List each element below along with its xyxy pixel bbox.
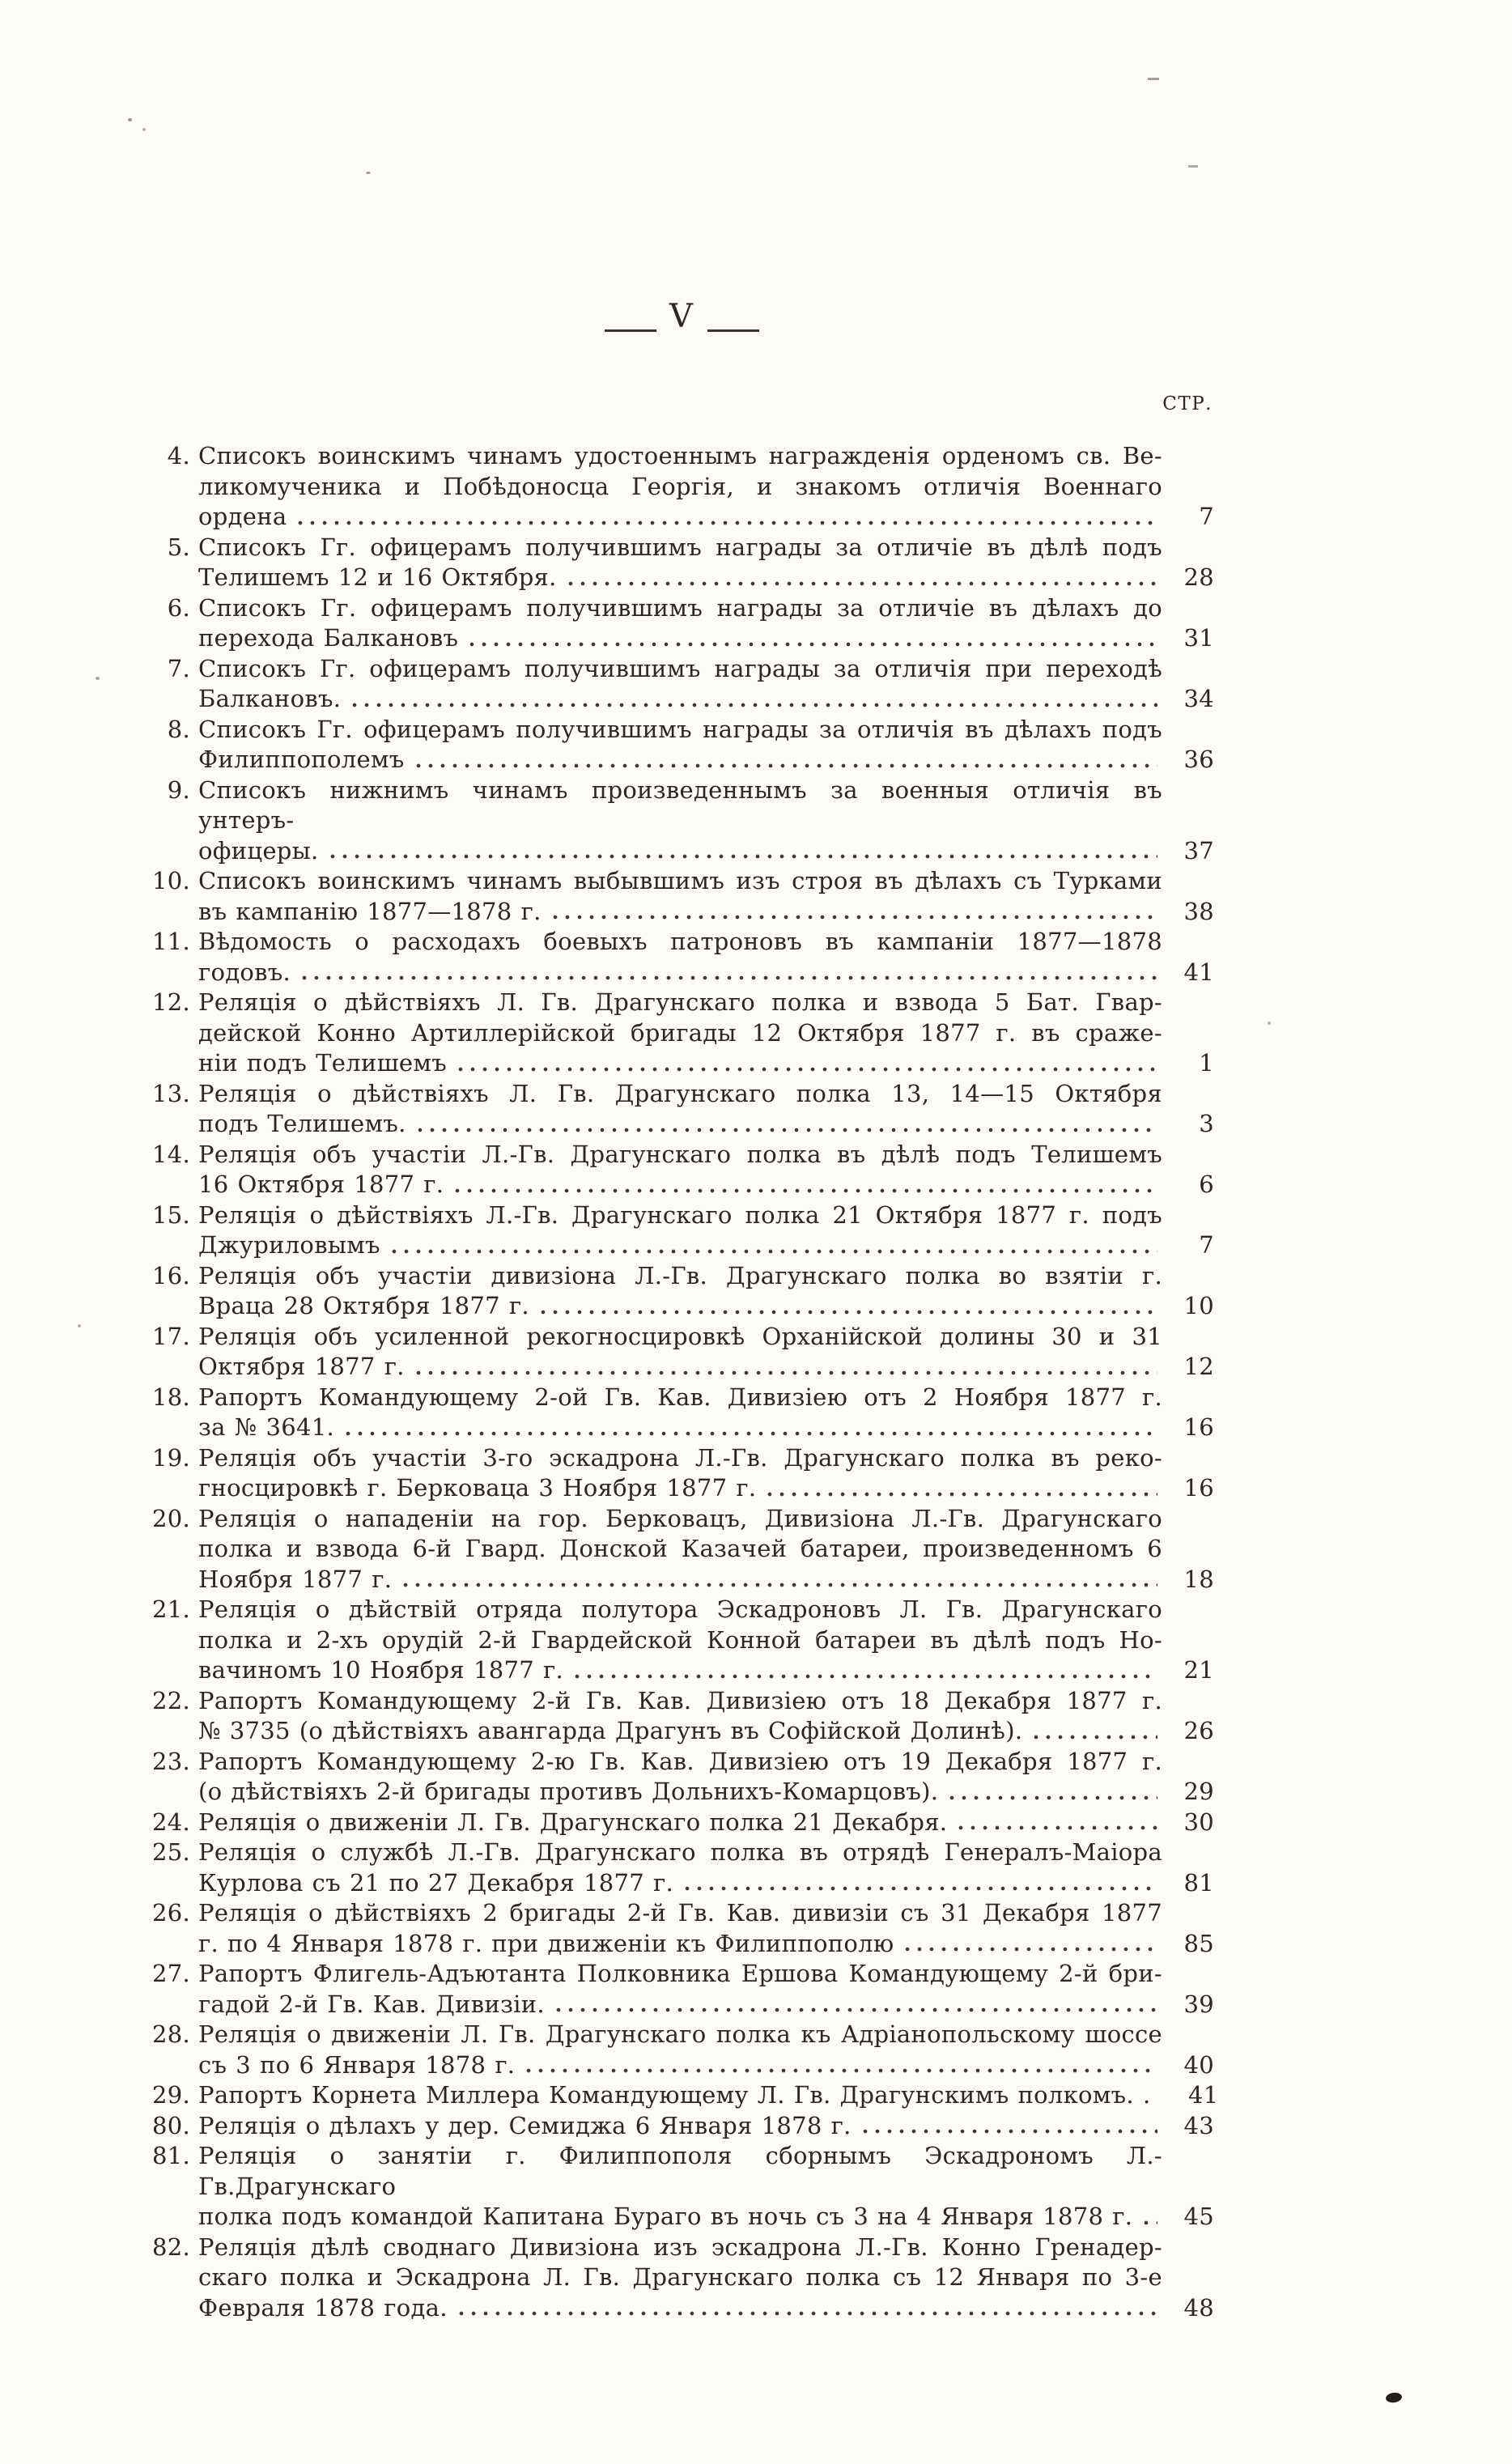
toc-entry [150,866,1214,927]
entry-number: 24. [151,1808,190,1836]
entry-page-number: 21 [1183,1656,1214,1684]
toc-entry [150,1595,1214,1686]
entry-body [198,441,1214,533]
entry-text: Октября 1877 г. [198,1353,405,1380]
toc-entry [150,1079,1214,1140]
entry-line: Реляція о занятіи г. Филиппополя сборнымъ Эскадрономъ Л.-Гв.Драгунскаго [198,2142,1162,2200]
entry-body [198,1322,1214,1383]
toc-entry [150,1747,1214,1808]
entry-last-line [198,897,1214,928]
entry-body [198,1079,1214,1140]
entry-last-line [198,2080,1219,2111]
entry-last-line [198,1413,1214,1443]
entry-line: Рапортъ Командующему 2-ой Гв. Кав. Дивизіею отъ 2 Ноября 1877 г. [198,1383,1162,1411]
entry-number: 13. [151,1079,190,1107]
entry-page-number: 7 [1199,1231,1214,1259]
entry-last-line [198,1990,1214,2020]
entry-text: Реляція о движеніи Л. Гв. Драгунскаго полка 21 Декабря. [198,1808,948,1836]
dot-leader [767,1492,1157,1497]
entry-number: 12. [151,988,190,1016]
entry-body [198,2111,1214,2142]
entry-line: Вѣдомость о расходахъ боевыхъ патроновъ въ кампаніи 1877—1878 [198,928,1162,955]
entry-line: Списокъ Гг. офицерамъ получившимъ награды за отличіе въ дѣлѣ подъ [198,533,1162,561]
entry-text: 16 Октября 1877 г. [198,1170,444,1198]
entry-text: полка подъ командой Капитана Бураго въ ночь съ 3 на 4 Января 1878 г. [198,2203,1133,2230]
entry-page-number: 85 [1183,1929,1214,1957]
entry-body [198,927,1214,988]
entry-page-number: 30 [1183,1808,1214,1836]
entry-last-line [198,623,1214,654]
scan-speck [1268,1022,1271,1025]
scan-speck [96,677,100,680]
dot-leader [346,1431,1157,1436]
scan-speck [78,1324,81,1328]
toc-entry [150,1504,1214,1595]
entry-body [198,1443,1214,1504]
entry-body [198,775,1214,867]
entry-body [198,1686,1214,1747]
dot-leader [905,1947,1157,1952]
entry-line: Реляція о дѣйствіяхъ Л. Гв. Драгунскаго полка 13, 14—15 Октября [198,1079,1162,1107]
entry-line: ликомученика и Побѣдоносца Георгія, и знакомъ отличія Военнаго [198,472,1162,500]
entry-page-number: 48 [1183,2293,1214,2322]
entry-line: Списокъ нижнимъ чинамъ произведеннымъ за военныя отличія въ унтеръ- [198,775,1162,834]
entry-body [198,2080,1219,2111]
entry-page-number: 36 [1183,746,1214,773]
entry-page-number: 45 [1183,2203,1214,2230]
entry-last-line [198,563,1214,593]
toc-entry [150,533,1214,593]
entry-body [198,654,1214,715]
entry-number: 8. [167,715,190,743]
entry-text: Ноября 1877 г. [198,1565,393,1593]
entry-last-line [198,1473,1214,1504]
entry-line: Рапортъ Командующему 2-й Гв. Кав. Дивизіею отъ 18 Декабря 1877 г. [198,1686,1162,1714]
entry-text: № 3735 (о дѣйствіяхъ авангарда Драгунъ въ Софійской Долинѣ). [198,1717,1023,1744]
toc-entry [150,654,1214,715]
entry-page-number: 26 [1183,1717,1214,1744]
entry-text: за № 3641. [198,1413,335,1441]
entry-text: г. по 4 Января 1878 г. при движеніи къ Филиппополю [198,1929,894,1957]
dot-leader [302,975,1157,980]
entry-line: Рапортъ Командующему 2-ю Гв. Кав. Дивизіею отъ 19 Декабря 1877 г. [198,1747,1162,1775]
entry-text: въ кампанію 1877—1878 г. [198,897,542,925]
entry-line: Реляція объ участіи Л.-Гв. Драгунскаго полка въ дѣлѣ подъ Телишемъ [198,1140,1162,1168]
dot-leader [458,1067,1157,1072]
dot-leader [575,1674,1157,1679]
entry-last-line [198,1291,1214,1322]
entry-line: Списокъ Гг. офицерамъ получившимъ награды за отличія при переходѣ [198,654,1162,682]
dot-leader [330,854,1157,859]
entry-page-number: 18 [1183,1565,1214,1593]
toc-entry [150,441,1214,533]
entry-body [198,533,1214,593]
entry-page-number: 6 [1199,1170,1214,1198]
toc-entry [150,2141,1214,2232]
entry-line: полка и 2-хъ орудій 2-й Гвардейской Конной батареи въ дѣлѣ подъ Но- [198,1625,1162,1654]
entry-last-line [198,1230,1214,1261]
entry-last-line [198,2202,1214,2232]
entry-last-line [198,1777,1214,1808]
entry-number: 7. [167,654,190,682]
scan-dash-mark [1148,78,1159,80]
entry-text: Враца 28 Октября 1877 г. [198,1292,529,1319]
toc-entry [150,927,1214,988]
entry-page-number: 1 [1199,1049,1214,1077]
entry-text: ніи подъ Телишемъ [198,1049,447,1077]
entry-text: Телишемъ 12 и 16 Октября. [198,563,557,591]
dot-leader [459,2311,1157,2316]
entry-line: Реляція о нападеніи на гор. Берковацъ, Дивизіона Л.-Гв. Драгунскаго [198,1504,1162,1532]
entry-text: Курлова съ 21 по 27 Декабря 1877 г. [198,1868,674,1897]
toc-entry [150,1383,1214,1443]
entry-body [198,1595,1214,1686]
entry-number: 81. [151,2142,190,2169]
dot-leader [541,1310,1157,1315]
entry-last-line [198,745,1214,775]
dot-leader [418,1128,1157,1132]
entry-page-number: 81 [1183,1868,1214,1897]
entry-line: Реляція о дѣйствіяхъ 2 бригады 2-й Гв. Кав. дивизіи съ 31 Декабря 1877 [198,1899,1162,1927]
entry-last-line [198,1170,1214,1200]
toc-entry [150,1200,1214,1261]
page-header [150,298,1214,335]
entry-text: подъ Телишемъ. [198,1110,406,1137]
entry-body [198,715,1214,775]
entry-body [198,1200,1214,1261]
entry-number: 6. [167,593,190,622]
entry-text: съ 3 по 6 Января 1878 г. [198,2050,516,2079]
entry-last-line [198,1808,1214,1838]
entry-body [198,866,1214,927]
entry-line: дейской Конно Артиллерійской бригады 12 Октября 1877 г. въ сраже- [198,1018,1162,1047]
entry-number: 20. [151,1504,190,1532]
entry-page-number: 39 [1183,1990,1214,2018]
entry-number: 17. [151,1322,190,1350]
entry-body [198,1898,1214,1959]
scan-dash-mark [1188,165,1198,168]
toc-entry [150,593,1214,654]
entry-text: Балкановъ. [198,685,342,712]
entry-number: 28. [151,2020,190,2048]
entry-number: 23. [151,1747,190,1775]
entry-page-number: 31 [1183,624,1214,652]
entry-text: Реляція о дѣлахъ у дер. Семиджа 6 Января 1878 г. [198,2111,852,2139]
entry-text: офицеры. [198,836,319,865]
entry-last-line [198,1565,1214,1595]
toc-entry [150,1837,1214,1898]
entry-body [198,1747,1214,1808]
header-rule-left [605,329,656,332]
entry-body [198,1504,1214,1595]
toc-entry [150,2020,1214,2080]
entry-line: Реляція объ усиленной рекогносцировкѣ Орханійской долины 30 и 31 [198,1322,1162,1350]
dot-leader [685,1886,1157,1891]
entry-page-number: 16 [1183,1413,1214,1441]
dot-leader [392,1249,1157,1254]
entry-line: Реляція объ участіи 3-го эскадрона Л.-Гв. Драгунскаго полка въ реко- [198,1443,1162,1472]
entry-number: 26. [151,1899,190,1927]
entry-line: скаго полка и Эскадрона Л. Гв. Драгунскаго полка съ 12 Января по 3-е [198,2263,1162,2291]
entry-number: 16. [151,1261,190,1289]
scan-speck [366,172,371,174]
entry-text: (о дѣйствіяхъ 2-й бригады противъ Дольнихъ-Комарцовъ). [198,1778,939,1805]
entry-text: Джуриловымъ [198,1231,380,1259]
entry-number: 15. [151,1200,190,1229]
ink-blot [1385,2392,1402,2404]
entry-body [198,1808,1214,1838]
dot-leader [352,703,1157,707]
entry-last-line [198,502,1214,533]
entry-line: полка и взвода 6-й Гвард. Донской Казачей батареи, произведенномъ 6 [198,1535,1162,1562]
entry-body [198,2232,1214,2324]
entry-line: Рапортъ Флигель-Адъютанта Полковника Ершова Командующему 2-й бри- [198,1960,1162,1987]
entry-page-number: 43 [1183,2111,1214,2139]
entry-line: Реляція о движеніи Л. Гв. Драгунскаго полка къ Адріанопольскому шоссе [198,2020,1162,2048]
entry-last-line [198,2293,1214,2324]
entry-text: вачиномъ 10 Ноября 1877 г. [198,1656,564,1684]
scan-speck [128,118,132,121]
entry-page-number: 10 [1183,1292,1214,1319]
dot-leader [1144,2220,1157,2225]
dot-leader [526,2068,1157,2073]
entry-body [198,1959,1214,2020]
toc-entry [150,2111,1214,2142]
entry-number: 29. [151,2081,190,2109]
toc-entry [150,2232,1214,2324]
dot-leader [298,520,1157,525]
dot-leader [416,1370,1157,1375]
entry-line: Реляція дѣлѣ своднаго Дивизіона изъ эскадрона Л.-Гв. Конно Гренадер- [198,2232,1162,2261]
dot-leader [958,1825,1157,1830]
entry-text: Февраля 1878 года. [198,2293,448,2322]
dot-leader [863,2129,1157,2134]
entry-body [198,593,1214,654]
entry-last-line [198,1048,1214,1079]
entry-number: 5. [167,533,190,561]
entry-body [198,1140,1214,1200]
entry-page-number: 38 [1183,897,1214,925]
page-column-header: СТР. [1162,393,1213,414]
entry-body [198,1837,1214,1898]
scan-speck [142,128,146,131]
entry-text: гносцировкѣ г. Берковаца 3 Ноября 1877 г. [198,1474,757,1502]
dot-leader [553,915,1157,920]
toc-entry [150,715,1214,775]
toc-entry [150,1322,1214,1383]
entry-last-line [198,684,1214,715]
entry-page-number: 28 [1183,563,1214,591]
entry-number: 80. [151,2111,190,2139]
entry-number: 11. [151,928,190,955]
entry-last-line [198,2050,1214,2081]
entry-number: 19. [151,1443,190,1472]
entry-body [198,1383,1214,1443]
entry-page-number: 29 [1183,1778,1214,1805]
toc-entry [150,1898,1214,1959]
toc-entry [150,1140,1214,1200]
toc-entries [150,441,1219,2323]
dot-leader [949,1795,1157,1800]
entry-number: 25. [151,1838,190,1866]
dot-leader [403,1582,1157,1587]
entry-last-line [198,1929,1214,1960]
toc-entry [150,2080,1219,2111]
entry-line: Списокъ Гг. офицерамъ получившимъ награды за отличія въ дѣлахъ подъ [198,715,1162,743]
entry-body [198,988,1214,1079]
entry-page-number: 16 [1183,1474,1214,1502]
entry-text: Филиппополемъ [198,746,405,773]
entry-number: 4. [167,442,190,469]
entry-text: Рапортъ Корнета Миллера Командующему Л. Гв. Драгунскимъ полкомъ. . [198,2081,1151,2109]
entry-last-line [198,836,1214,867]
entry-page-number: 37 [1183,836,1214,865]
entry-number: 10. [151,867,190,894]
toc-entry [150,1443,1214,1504]
entry-line: Реляція о дѣйствій отряда полутора Эскадроновъ Л. Гв. Драгунскаго [198,1595,1162,1623]
entry-last-line [198,2111,1214,2142]
entry-body [198,2020,1214,2080]
entry-number: 9. [167,775,190,804]
entry-line: Реляція о службѣ Л.-Гв. Драгунскаго полка въ отрядѣ Генералъ-Маіора [198,1838,1162,1866]
entry-last-line [198,1716,1214,1747]
entry-number: 14. [151,1140,190,1168]
entry-line: Списокъ Гг. офицерамъ получившимъ награды за отличіе въ дѣлахъ до [198,593,1162,622]
entry-number: 18. [151,1383,190,1411]
toc-entry [150,1261,1214,1322]
entry-last-line [198,1655,1214,1686]
entry-last-line [198,1109,1214,1140]
toc-entry [150,988,1214,1079]
entry-page-number: 12 [1183,1353,1214,1380]
entry-text: ордена [198,503,287,530]
entry-line: Реляція о дѣйствіяхъ Л. Гв. Драгунскаго полка и взвода 5 Бат. Гвар- [198,988,1162,1016]
entry-page-number: 3 [1199,1110,1214,1137]
entry-line: Реляція о дѣйствіяхъ Л.-Гв. Драгунскаго полка 21 Октября 1877 г. подъ [198,1200,1162,1229]
dot-leader [568,581,1157,586]
dot-leader [455,1188,1157,1193]
toc-entry [150,1686,1214,1747]
entry-page-number: 7 [1199,503,1214,530]
dot-leader [469,642,1157,647]
toc-entry [150,775,1214,867]
entry-line: Списокъ воинскимъ чинамъ выбывшимъ изъ строя въ дѣлахъ съ Турками [198,867,1162,894]
dot-leader [556,2007,1157,2012]
entry-number: 21. [151,1595,190,1623]
entry-number: 27. [151,1960,190,1987]
toc-entry [150,1959,1214,2020]
entry-text: перехода Балкановъ [198,624,459,652]
entry-last-line [198,1868,1214,1899]
header-rule-right [707,329,759,332]
dot-leader [1034,1735,1157,1740]
entry-body [198,1261,1214,1322]
entry-number: 22. [151,1686,190,1714]
entry-last-line [198,1352,1214,1383]
dot-leader [416,763,1157,768]
entry-page-number: 41 [1183,958,1214,986]
entry-text: годовъ. [198,958,291,986]
entry-text: гадой 2-й Гв. Кав. Дивизіи. [198,1990,545,2018]
entry-number: 82. [151,2232,190,2261]
toc-entry [150,1808,1214,1838]
entry-line: Списокъ воинскимъ чинамъ удостоеннымъ награжденія орденомъ св. Ве- [198,442,1162,469]
entry-line: Реляція объ участіи дивизіона Л.-Гв. Драгунскаго полка во взятіи г. [198,1261,1162,1289]
page-roman-numeral: V [669,298,694,335]
entry-page-number: 34 [1183,685,1214,712]
entry-page-number: 40 [1183,2050,1214,2079]
entry-last-line [198,958,1214,988]
entry-page-number: 41 [1187,2081,1219,2109]
entry-body [198,2141,1214,2232]
